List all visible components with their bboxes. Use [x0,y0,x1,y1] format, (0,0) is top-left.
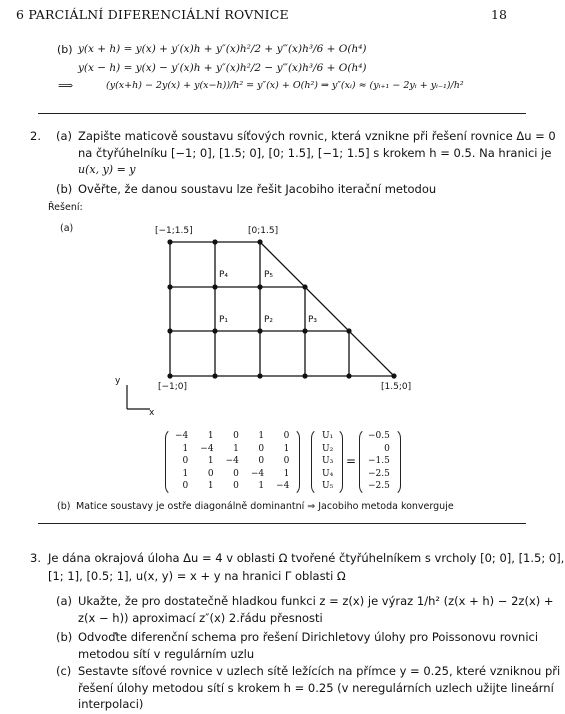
problem3-c-label: (c) [56,664,72,678]
matrix-cell: 0 [233,468,239,479]
problem2-number: 2. [30,129,41,143]
problem3-a-line1: Ukažte, že pro dostatečně hladkou funkci z = z(x) je výraz 1/h² (z(x + h) − 2z(x) + [78,594,554,608]
problem3-b-label: (b) [56,630,73,644]
unknowns-vector [316,430,339,493]
axis-label-x: x [149,408,155,418]
matrix-cell: 1 [258,431,265,441]
matrix-cell: 0 [233,431,239,441]
unknown-cell: U₄ [322,468,334,479]
taylor-backward: y(x − h) = y(x) − y′(x)h + y″(x)h²/2 − y‴(x)h³/6 + O(h⁴) [78,62,367,74]
matrix-cell: 1 [182,468,189,479]
unknown-cell: U₁ [322,431,334,441]
matrix-cell: 0 [182,481,189,491]
problem3-intro-line2: [1; 1], [0.5; 1], u(x, y) = x + y na hranici Γ oblasti Ω [48,569,346,583]
problem2-a-label: (a) [56,129,73,143]
rhs-cell: −2.5 [368,481,390,491]
separator-2 [38,523,526,524]
corner-label-bottom-right: [1.5;0] [381,382,412,392]
problem3-c-line2: řešení úlohy metodou sítí s krokem h = 0.25 (v neregulárních uzlech užijte lineární [78,681,554,695]
system-matrix [169,430,295,493]
matrix-cell: 0 [233,481,239,491]
unknown-cell: U₂ [322,443,334,454]
running-header: 6 PARCIÁLNÍ DIFERENCIÁLNÍ ROVNICE [16,7,289,22]
node-label-p3: P₃ [308,315,318,325]
rhs-cell: −0.5 [368,431,390,441]
matrix-cell: 0 [283,431,290,441]
second-derivative-approx: (y(x+h) − 2y(x) + y(x−h))/h² = y″(x) + O(h²) ⇒ y″(xᵢ) ≈ (yᵢ₊₁ − 2yᵢ + yᵢ₋₁)/h² [106,80,464,91]
corner-label-top-left: [−1;1.5] [155,226,193,236]
node-label-p5: P₅ [264,270,274,280]
problem3-b-line1: Odvoďte diferenční schema pro řešení Dirichletovy úlohy pro Poissonovu rovnici [78,630,539,644]
rhs-cell: 0 [384,443,390,454]
matrix-cell: 1 [182,443,189,454]
corner-label-bottom-left: [−1;0] [158,382,188,392]
problem2-b-text: Ověřte, že danou soustavu lze řešit Jacobiho iterační metodou [78,182,437,196]
rhs-vector [362,430,396,493]
matrix-cell: 1 [283,443,290,454]
node-label-p4: P₄ [219,270,229,280]
solution-b-label: (b) [57,501,71,512]
matrix-cell: 0 [207,468,214,479]
unknown-cell: U₃ [322,456,334,466]
rhs-cell: −1.5 [368,456,390,466]
unknown-cell: U₅ [322,481,334,491]
matrix-cell: 0 [258,456,265,466]
problem2-a-line2: na čtyřúhelníku [−1; 0], [1.5; 0], [0; 1.5], [−1; 1.5] s krokem h = 0.5. Na hranici je [78,146,552,160]
problem2-a-line3: u(x, y) = y [78,163,136,176]
solution-a-label: (a) [60,223,74,234]
matrix-cell: 0 [283,456,290,466]
problem3-a-line2: z(x − h)) aproximací z″(x) 2.řádu přesnosti [78,611,323,625]
rhs-cell: −2.5 [368,468,390,479]
matrix-cell: −4 [276,481,290,491]
node-label-p1: P₁ [219,315,229,325]
matrix-cell: 1 [207,431,214,441]
prev-b-label: (b) [57,43,73,56]
taylor-forward: y(x + h) = y(x) + y′(x)h + y″(x)h²/2 + y‴(x)h³/6 + O(h⁴) [78,43,367,55]
problem3-a-label: (a) [56,594,73,608]
matrix-cell: 0 [258,443,265,454]
equals-sign: = [346,454,357,468]
matrix-cell: −4 [250,468,265,479]
matrix-cell: 1 [207,481,214,491]
problem3-number: 3. [30,551,41,565]
matrix-cell: −4 [200,443,214,454]
solution-b-text: Matice soustavy je ostře diagonálně dominantní ⇒ Jacobiho metoda konverguje [76,501,454,512]
matrix-cell: 1 [207,456,214,466]
problem3-c-line3: interpolaci) [78,697,144,711]
axis-label-y: y [115,376,121,386]
matrix-cell: −4 [225,456,239,466]
problem3-intro-line1: Je dána okrajová úloha Δu = 4 v oblasti Ω tvořené čtyřúhelníkem s vrcholy [0; 0], [1.5; 0], [48,551,565,565]
problem2-b-label: (b) [56,182,73,196]
problem2-a-line1: Zapište maticově soustavu síťových rovnic, která vznikne při řešení rovnice Δu = 0 [78,129,556,143]
problem3-c-line1: Sestavte síťové rovnice v uzlech sítě ležících na přímce y = 0.25, které vzniknou při [78,664,561,678]
matrix-cell: 1 [258,481,265,491]
corner-label-top-middle: [0;1.5] [248,226,279,236]
page-number: 18 [491,7,507,22]
matrix-cell: −4 [175,431,189,441]
matrix-cell: 1 [233,443,239,454]
matrix-cell: 1 [283,468,290,479]
implies-arrow: ⟹ [58,80,74,92]
node-label-p2: P₂ [264,315,274,325]
solution-heading: Řešení: [48,202,83,213]
matrix-cell: 0 [182,456,189,466]
problem3-b-line2: metodou sítí v regulárním uzlu [78,647,255,661]
